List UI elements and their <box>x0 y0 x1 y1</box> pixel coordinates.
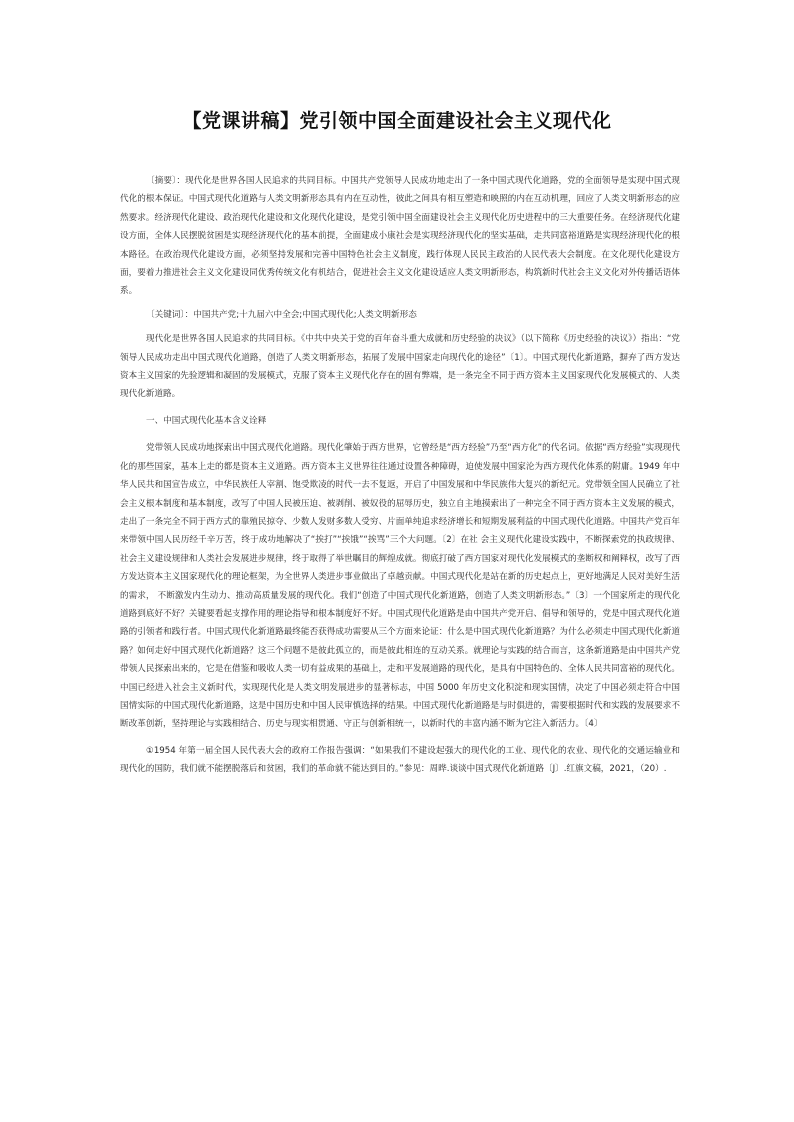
document-body <box>120 172 680 779</box>
document-title: 【党课讲稿】党引领中国全面建设社会主义现代化 <box>182 110 612 132</box>
section-heading: 一、中国式现代化基本含义诠释 <box>146 415 267 426</box>
keywords-paragraph: 〔关键词〕：中国共产党;十九届六中全会;中国式现代化;人类文明新形态 <box>146 309 417 320</box>
main-paragraph: 党带领人民成功地探索出中国式现代化道路。现代化肇始于西方世界，它曾经是“西方经验”乃至“西方化”的代名词。依据“西方经验”实现现代化的那些国家，基本上走的都是资本主义道路。西方资本主义世界往往通过设置各种障碍，迫使发展中国家沦为西方现代化体系的附庸。1949 年中华人民共和国宣告成立，中华民族任人宰割、饱受欺凌的时代一去不复返，开启了中国发展和中华民族伟大复兴的新纪元。党带领全国人民确立了社会主义根本制度和基本制度，改写了中国人民被压迫、被剥削、被奴役的屈辱历史，独立自主地摸索出了一种完全不同于西方资本主义发展的模式，走出了一条完全不同于西方式的靠殖民掠夺、少数人发财多数人受穷、片面单纯追求经济增长和短期发展利益的中国式现代化道路。中国共产党百年来带领中国人民历经千辛万苦，终于成功地解决了“挨打”“挨饿”“挨骂”三个大问题。〔2〕在社 会主义现代化建设实践中，不断探索党的执政规律、社会主义建设规律和人类社会发展进步规律，终于取得了举世瞩目的辉煌成就。彻底打破了西方国家对现代化发展模式的垄断权和阐释权，改写了西方发达资本主义国家现代化的理论框架，为全世界人类进步事业做出了卓越贡献。中国式现代化是站在新的历史起点上，更好地满足人民对美好生活的需求， 不断激发内生动力、推动高质量发展的现代化。我们“创造了中国式现代化新道路，创造了人类文明新形态。”〔3〕一个国家所走的现代化道路到底好不好？关键要看起支撑作用的理论指导和根本制度好不好。中国式现代化道路是由中国共产党开启、倡导和领导的，党是中国式现代化道路的引领者和践行者。中国式现代化新道路最终能否获得成功需要从三个方面来论证：什么是中国式现代化新道路？为什么必须走中国式现代化新道路？如何走好中国式现代化新道路？这三个问题不是彼此孤立的，而是彼此相连的互动关系。就理论与实践的结合而言，这条新道路是由中国共产党带领人民探索出来的，它是在借鉴和吸收人类一切有益成果的基础上，走和平发展道路的现代化，是具有中国特色的、全体人民共同富裕的现代化。中国已经进入社会主义新时代，实现现代化是人类文明发展进步的显著标志，中国 5000 年历史文化积淀和现实国情，决定了中国必须走符合中国国情实际的中国式现代化新道路，这是中国历史和中国人民审慎选择的结果。中国式现代化新道路是与时俱进的，需要根据时代和实践的发展要求不断改革创新，坚持理论与实践相结合、历史与现实相贯通、守正与创新相统一，以新时代的丰富内涵不断为它注入新活力。〔4〕 <box>120 443 680 730</box>
footnote-paragraph: ①1954 年第一届全国人民代表大会的政府工作报告强调：“如果我们不建设起强大的现代化的工业、现代化的农业、现代化的交通运输业和现代化的国防，我们就不能摆脱落后和贫困，我们的革命就不能达到目的。”参见：周晔.谈谈中国式现代化新道路〔J〕.红旗文稿，2021，（20）. <box>120 745 680 775</box>
intro-paragraph: 现代化是世界各国人民追求的共同目标。《中共中央关于党的百年奋斗重大成就和历史经验的决议》（以下简称《历史经验的决议》）指出：“党领导人民成功走出中国式现代化道路，创造了人类文明新形态，拓展了发展中国家走向现代化的途径”〔1〕。中国式现代化新道路，摒弃了西方发达资本主义国家的先验逻辑和凝固的发展模式，克服了资本主义现代化存在的固有弊端，是一条完全不同于西方资本主义国家现代化发展模式的、人类现代化新道路。 <box>120 334 680 400</box>
abstract-paragraph: 〔摘要〕：现代化是世界各国人民追求的共同目标。中国共产党领导人民成功地走出了一条中国式现代化道路，党的全面领导是实现中国式现代化的根本保证。中国式现代化道路与人类文明新形态具有内在互动性，彼此之间具有相互塑造和映照的内在互动机理，回应了人类文明新形态的应然要求。经济现代化建设、政治现代化建设和文化现代化建设，是党引领中国全面建设社会主义现代化历史进程中的三大重要任务。在经济现代化建设方面，全体人民摆脱贫困是实现经济现代化的基本前提，全面建成小康社会是实现经济现代化的坚实基础，走共同富裕道路是实现经济现代化的根本路径。在政治现代化建设方面，必须坚持发展和完善中国特色社会主义制度，践行体现人民民主政治的人民代表大会制度。在文化现代化建设方面，要着力推进社会主义文化建设同优秀传统文化有机结合，促进社会主义文化建设适应人类文明新形态，构筑新时代社会主义文化对外传播话语体系。 <box>120 176 680 297</box>
